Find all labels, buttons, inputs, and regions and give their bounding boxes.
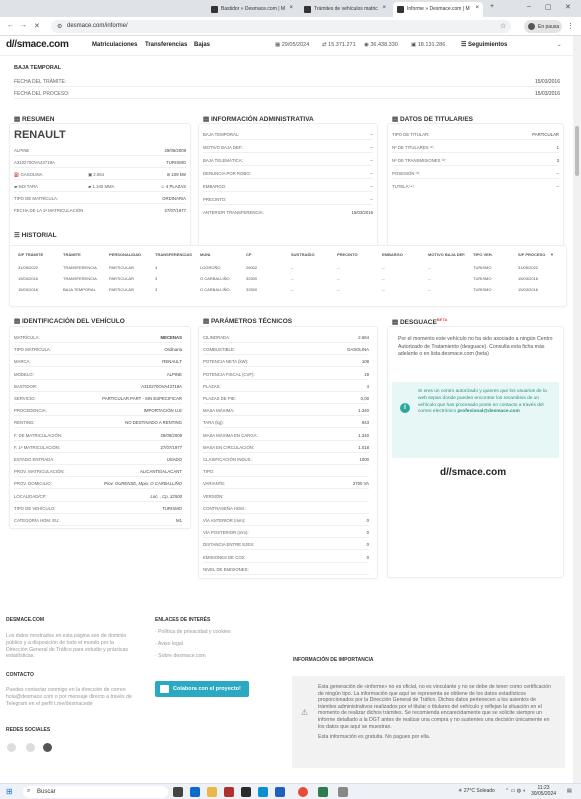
- row-value: 0: [366, 530, 369, 536]
- row-value: 0: [366, 542, 369, 548]
- footer-social-title: REDES SOCIALES: [6, 727, 51, 733]
- titular-row: Nº DE TITULARES ⁽¹⁾: 1: [392, 141, 559, 153]
- tecnicos-row: [203, 355, 369, 367]
- tecnicos-row: [203, 404, 369, 416]
- table-cell: 15/03/2016: [18, 276, 39, 281]
- table-cell: --: [291, 276, 294, 281]
- ident-row: [14, 490, 182, 502]
- info-icon: i: [400, 403, 410, 413]
- table-header[interactable]: MUNI.: [200, 252, 212, 257]
- warning-icon: ⚠: [301, 708, 309, 717]
- page-scrollbar[interactable]: [573, 36, 581, 783]
- stop-icon[interactable]: ✕: [34, 23, 40, 30]
- row-label: RENTING:: [14, 420, 35, 426]
- tecnicos-row: [203, 416, 369, 428]
- titular-row: Nº DE TRANSMISIONES ⁽²⁾: 3: [392, 154, 559, 166]
- tray-icons[interactable]: ⌃ ▭ ◍ ◖: [505, 788, 526, 794]
- maximize-icon[interactable]: ▢: [545, 4, 552, 11]
- row-label: PLAZAS:: [203, 383, 221, 389]
- row-label: VARIANTE:: [203, 481, 226, 487]
- row-label: TIPO:: [203, 469, 215, 475]
- row-label: TIPO MATRÍCULA:: [14, 347, 51, 353]
- weather-widget[interactable]: ☀ 27°C Soleado: [458, 788, 495, 794]
- ident-row: [14, 477, 182, 489]
- row-value: 1.018: [358, 444, 369, 450]
- table-cell: --: [337, 287, 340, 292]
- row-value: ALICANTE/ALACANT: [139, 469, 182, 475]
- titular-row: TIPO DE TITULAR: PARTICULAR: [392, 128, 559, 140]
- resumen-title: ▤ RESUMEN: [14, 116, 55, 123]
- site-info-icon[interactable]: ⚙: [57, 24, 63, 30]
- menu-matriculaciones[interactable]: Matriculaciones: [92, 42, 138, 48]
- browser-menu-icon[interactable]: ⋮: [567, 23, 574, 30]
- row-label: CILINDRADA:: [203, 335, 231, 340]
- tecnicos-row: [203, 526, 369, 538]
- file-explorer-icon[interactable]: [207, 787, 217, 797]
- app-icon[interactable]: [224, 787, 234, 797]
- row-label: LOCALIDAD/CP:: [14, 493, 47, 499]
- tecnicos-row: [203, 429, 369, 441]
- patreon-icon: [160, 685, 169, 693]
- table-header[interactable]: SUSTRAÍDO: [291, 252, 315, 257]
- footer-about-text: Los datos mostrados en esta página son de dominio público y a disposición de todo el mundo por la Dirección General de Tráfico para estudio y prácticas estadísticas.: [6, 633, 128, 660]
- row-value: 4: [366, 383, 369, 389]
- minimize-icon[interactable]: –: [527, 3, 531, 10]
- resumen-row: ⛽ GASOLINA ▣ 2.664 ⊘ 108 kW: [14, 168, 186, 180]
- site-logo[interactable]: d//smace.com: [6, 39, 69, 50]
- row-value: 19: [364, 371, 369, 377]
- site-favicon-icon: [397, 6, 404, 13]
- table-cell: 15/03/2016: [518, 276, 539, 281]
- app-icon[interactable]: [241, 787, 251, 797]
- telegram-icon[interactable]: [43, 743, 52, 752]
- admin-row: DENUNCIA POR ROBO: --: [203, 167, 373, 179]
- row-value: 2700 VA: [352, 481, 369, 487]
- footer-links-title: ENLACES DE INTERÉS: [155, 617, 211, 623]
- admin-row: BAJA TELEMÁTICA: --: [203, 154, 373, 166]
- site-header: [0, 36, 573, 56]
- row-value: RENAULT: [162, 359, 182, 365]
- table-cell: 26002: [246, 265, 258, 270]
- tecnicos-card: [199, 327, 377, 578]
- row-value: 0: [366, 554, 369, 560]
- table-cell: --: [291, 265, 294, 270]
- sort-desc-icon[interactable]: ▼: [550, 252, 554, 257]
- table-header[interactable]: TRANSFERENCIAS: [155, 252, 192, 257]
- notifications-icon[interactable]: ▤: [567, 788, 572, 794]
- table-cell: 31/05/2022: [518, 265, 539, 270]
- address-bar-row: [0, 17, 581, 36]
- ident-row: [14, 453, 182, 465]
- tecnicos-row: [203, 551, 369, 563]
- brand-name: RENAULT: [14, 129, 66, 141]
- stat-vehicles: ▣ 18.131.286: [411, 42, 446, 48]
- desguace-card: [388, 327, 563, 577]
- ident-row: [14, 392, 182, 404]
- ident-row: [14, 441, 182, 453]
- ident-row: [14, 404, 182, 416]
- row-label: POTENCIA NETA (kW):: [203, 359, 249, 365]
- table-header[interactable]: TRÁMITE: [63, 252, 81, 257]
- scrollbar-thumb[interactable]: [575, 126, 579, 176]
- row-label: VÍA POSTERIOR (mm):: [203, 530, 249, 536]
- row-value: Ordinaria: [164, 347, 182, 353]
- back-icon[interactable]: ←: [7, 22, 14, 29]
- table-cell: O CARBALLIÑO: [200, 276, 230, 281]
- twitter-icon[interactable]: [7, 743, 16, 752]
- link-about[interactable]: · Sobre desmace.com: [155, 653, 206, 659]
- historial-title: ☰ HISTORIAL: [14, 232, 57, 239]
- titular-row: POSESIÓN ⁽³⁾: --: [392, 167, 559, 179]
- row-value: USADO: [166, 457, 182, 462]
- row-value: A310270OVA43719A: [141, 383, 182, 389]
- row-label: MARCA:: [14, 359, 31, 365]
- link-legal[interactable]: · Aviso legal: [155, 641, 183, 647]
- edge-icon[interactable]: [190, 787, 200, 797]
- table-header[interactable]: MOTIVO BAJA DEF.: [428, 252, 466, 257]
- windows-taskbar: [0, 783, 581, 799]
- forward-icon[interactable]: →: [20, 22, 27, 29]
- row-label: TARA (kg):: [203, 420, 224, 426]
- row-label: SERVICIO:: [14, 396, 36, 401]
- baja-title: BAJA TEMPORAL: [14, 65, 62, 71]
- row-value: ALPINE: [166, 371, 182, 377]
- row-label: ESTADO ENTRADA:: [14, 457, 55, 462]
- table-cell: 32500: [246, 287, 258, 292]
- row-label: BASTIDOR:: [14, 383, 38, 389]
- ident-row: [14, 343, 182, 355]
- admin-card: [199, 124, 377, 254]
- important-box: ⚠ Esta generación de «informe» no es oficial, no es vinculante y no se debe de tener como certificación de ningún tipo. La información que aquí se representa se obtiene de los datos estadísticos proporcionados por la Dirección General de Tráfico. Dichos datos pertenecen a los asientos de trámites administrativos realizados por el titular o titulares del vehículo y reflejan la situación en el momento de realizar dichos trámites. Se recomienda encarecidamente que se solicite siempre un informe detallado a la DGT antes de realizar una compra y no sustentes una decisión únicamente en los datos que aquí se muestran. Esta información es gratuita. No pagues por ella.: [292, 676, 565, 768]
- row-label: TIPO DE VEHÍCULO:: [14, 505, 56, 511]
- table-header[interactable]: PRECINTO: [337, 252, 358, 257]
- windows-start-icon[interactable]: ⊞: [6, 787, 13, 796]
- table-cell: TURISMO: [473, 287, 492, 292]
- row-value: TURISMO: [162, 505, 182, 511]
- table-cell: --: [382, 287, 385, 292]
- tecnicos-row: [203, 343, 369, 355]
- row-value: 0,00: [360, 396, 369, 401]
- ident-row: [14, 368, 182, 380]
- table-cell: TURISMO: [473, 276, 492, 281]
- row-value: 1000: [359, 457, 369, 462]
- row-value: 108: [361, 359, 369, 365]
- stat-views: ◉ 36.438.330: [364, 42, 398, 48]
- row-value: GASOLINA: [347, 347, 369, 353]
- close-tab-icon[interactable]: ×: [475, 5, 479, 11]
- site-favicon-icon: [304, 6, 311, 13]
- table-cell: 32500: [246, 276, 258, 281]
- ident-card: [10, 327, 190, 528]
- row-value: 1.340: [358, 432, 369, 438]
- ident-row: [14, 514, 182, 526]
- new-tab-icon[interactable]: +: [490, 3, 495, 10]
- taskbar-search[interactable]: ⌕ Buscar: [23, 786, 168, 798]
- row-label: PROV. DOMICILIO:: [14, 481, 52, 487]
- desguace-note: Por el momento este vehículo no ha sido asociado a ningún Centro Autorizado de Tratamiento (desguace). Consulta esta ficha más adelante o en lista.desmace.com (beta): [398, 336, 553, 357]
- admin-row: EMBARGO: --: [203, 180, 373, 192]
- row-label: VÍA ANTERIOR (mm):: [203, 518, 246, 523]
- table-header[interactable]: S/F TRÁMITE: [18, 252, 44, 257]
- browser-tabbar: [0, 0, 581, 17]
- tecnicos-row: [203, 538, 369, 550]
- resumen-row: ▰ 943 TARA ▰ 1.340 MMA ☺ 4 PLAZAS: [14, 180, 186, 192]
- app-icon[interactable]: [338, 787, 348, 797]
- app-icon[interactable]: [275, 787, 285, 797]
- tab-tramites[interactable]: Trámites de vehículos matric ×: [300, 2, 390, 17]
- engine-icon: ▣ 2.664: [88, 172, 105, 177]
- site-favicon-icon: [211, 6, 218, 13]
- row-label: MODELO:: [14, 371, 34, 377]
- ident-row: [14, 355, 182, 367]
- row-value: IMPORTACIÓN U.E: [143, 408, 182, 414]
- row-value: 0: [366, 518, 369, 523]
- historial-table: [10, 246, 566, 306]
- row-label: F. DE MATRICULACIÓN:: [14, 432, 63, 438]
- row-value: 2.664: [358, 335, 369, 340]
- url-input[interactable]: desmace.com/informe/: [51, 20, 511, 33]
- instagram-icon[interactable]: [26, 743, 35, 752]
- ident-row: [14, 331, 182, 343]
- tab-bastidor[interactable]: Bastidor » Desmace.com | M ×: [207, 2, 297, 17]
- table-header[interactable]: TIPO VEH.: [473, 252, 493, 257]
- table-cell: PARTICULAR: [109, 276, 134, 281]
- row-label: DISTANCIA ENTRE EJES:: [203, 542, 255, 548]
- tecnicos-row: [203, 465, 369, 477]
- chevron-down-icon[interactable]: ⌄: [557, 42, 562, 48]
- table-cell: --: [428, 287, 431, 292]
- tecnicos-row: [203, 441, 369, 453]
- app-icon[interactable]: [258, 787, 268, 797]
- admin-row: BAJA TEMPORAL: --: [203, 128, 373, 140]
- tecnicos-row: [203, 514, 369, 526]
- row-value: 1.340: [358, 408, 369, 414]
- tecnicos-row: [203, 453, 369, 465]
- app-icon[interactable]: [318, 787, 328, 797]
- row-value: 27/07/1977: [160, 444, 182, 450]
- admin-row: PRECINTO: --: [203, 193, 373, 205]
- titular-row: TUTELA ⁽⁴⁾: --: [392, 184, 559, 189]
- row-value: 943: [361, 420, 369, 426]
- table-cell: PARTICULAR: [109, 287, 134, 292]
- footer: [0, 614, 573, 783]
- row-label: CONTRASEÑA HOM.:: [203, 505, 247, 511]
- tecnicos-row: [203, 477, 369, 489]
- footer-about-title: DESMACE.COM: [6, 617, 45, 623]
- table-cell: --: [337, 276, 340, 281]
- admin-row: ANTERIOR TRANSFERENCIA: 15/03/2016: [203, 210, 373, 215]
- footer-contact-title: CONTACTO: [6, 672, 34, 678]
- row-label: MASA EN CIRCULACIÓN:: [203, 444, 255, 450]
- row-label: CATEGORÍA HOM. EU:: [14, 518, 60, 523]
- titular-card: [388, 124, 563, 254]
- baja-row: FECHA DEL TRÁMITE: 15/03/2016: [14, 76, 560, 87]
- tecnicos-row: [203, 331, 369, 343]
- table-cell: TRANSFERENCIA: [63, 265, 97, 270]
- ident-row: [14, 416, 182, 428]
- titular-title: ▤ DATOS DE TITULAR/ES: [392, 116, 474, 123]
- resumen-row: FECHA DE LA 1ª MATRICULACIÓN 27/07/1977: [14, 208, 186, 213]
- chrome-icon[interactable]: [298, 787, 308, 797]
- admin-title: ▤ INFORMACIÓN ADMINISTRATIVA: [203, 116, 314, 123]
- menu-transferencias[interactable]: Transferencias: [145, 42, 188, 48]
- menu-bajas[interactable]: Bajas: [194, 42, 211, 48]
- ident-row: [14, 465, 182, 477]
- row-label: MASA MÁXIMA:: [203, 408, 235, 414]
- follow-button[interactable]: ☰ Seguimientos: [461, 42, 508, 48]
- table-header[interactable]: S/F PROCESO: [518, 252, 546, 257]
- collaborate-button[interactable]: Colabora con el proyecto!: [155, 681, 249, 697]
- bookmark-star-icon[interactable]: ☆: [500, 23, 507, 30]
- close-tab-icon[interactable]: ×: [289, 5, 293, 11]
- table-cell: 4: [155, 265, 158, 270]
- row-value: M1: [176, 518, 182, 523]
- stat-transfers: ⇄ 15.371.271: [322, 42, 356, 48]
- row-value: 29/09/2009: [160, 432, 182, 438]
- footer-important-title: INFORMACIÓN DE IMPORTANCIA: [293, 657, 374, 663]
- resumen-row: ALPINE 29/09/2009: [14, 144, 186, 156]
- row-value: MECENAS: [160, 335, 182, 340]
- table-cell: TURISMO: [473, 265, 492, 270]
- row-label: MASA MÁXIMA EN CARGA:: [203, 432, 258, 438]
- table-cell: --: [382, 276, 385, 281]
- table-cell: 15/03/2016: [18, 287, 39, 292]
- table-cell: 15/03/2016: [518, 287, 539, 292]
- row-label: POTENCIA FISCAL (CVF):: [203, 371, 255, 377]
- row-label: VERSIÓN:: [203, 493, 224, 499]
- row-label: PROV. MATRICULACIÓN:: [14, 469, 65, 475]
- row-label: EMISIONES DE CO2:: [203, 554, 246, 560]
- row-label: PLAZAS DE PIE:: [203, 396, 236, 401]
- table-cell: --: [382, 265, 385, 270]
- table-cell: --: [291, 287, 294, 292]
- tecnicos-row: [203, 392, 369, 404]
- baja-row: FECHA DEL PROCESO: 15/03/2016: [14, 88, 560, 99]
- profile-button[interactable]: En pausa: [524, 20, 562, 33]
- desmace-logo[interactable]: d//smace.com: [440, 467, 507, 478]
- table-cell: --: [428, 276, 431, 281]
- clock[interactable]: 11:23 30/05/2024: [531, 785, 557, 797]
- resumen-row: TIPO DE MATRÍCULA: ORDINARIA: [14, 192, 186, 204]
- row-value: Prov. OURENSE, Mpio. O CARBALLIÑO: [103, 481, 182, 487]
- close-tab-icon[interactable]: ×: [382, 5, 386, 11]
- avatar: [528, 23, 535, 30]
- tab-informe[interactable]: Informe » Desmace.com | M ×: [393, 2, 483, 17]
- table-cell: 31/05/2022: [18, 265, 39, 270]
- stat-date: ▦ 29/05/2024: [275, 42, 310, 48]
- row-value: PARTICULAR PART - SIN ESPECIFICAR: [102, 396, 182, 401]
- footer-contact-text: Puedes contactar conmigo en la dirección de correo hola@desmace.com o por mensaje directo a través de Telegram en el perfil t.me/desmacede: [6, 687, 132, 707]
- admin-row: MOTIVO BAJA DEF.: --: [203, 141, 373, 153]
- row-label: NIVEL DE EMISIONES:: [203, 566, 249, 572]
- table-cell: 3: [155, 287, 158, 292]
- row-label: F. 1ª MATRICULACIÓN:: [14, 444, 61, 450]
- row-label: PROCEDENCIA:: [14, 408, 47, 414]
- tecnicos-row: [203, 563, 369, 575]
- table-cell: O CARBALLIÑO: [200, 287, 230, 292]
- close-window-icon[interactable]: ✕: [565, 4, 571, 11]
- ident-row: [14, 429, 182, 441]
- tecnicos-row: [203, 490, 369, 502]
- row-value: NO DESTINADO A RENTING: [125, 420, 182, 426]
- row-value: Loc. , Cp. 32500: [150, 493, 182, 499]
- table-cell: TRANSFERENCIA: [63, 276, 97, 281]
- email-link[interactable]: profesional@desmace.com: [457, 409, 520, 415]
- row-label: MATRÍCULA:: [14, 335, 40, 340]
- table-cell: --: [337, 265, 340, 270]
- page-content: [0, 36, 573, 783]
- table-cell: BAJA TEMPORAL: [63, 287, 96, 292]
- resumen-row: A310270OVA43719A TURISMO: [14, 156, 186, 168]
- row-label: COMBUSTIBLE:: [203, 347, 235, 353]
- ident-row: [14, 502, 182, 514]
- table-cell: PARTICULAR: [109, 265, 134, 270]
- task-view-icon[interactable]: [173, 787, 183, 797]
- desguace-info-box: i Si eres un centro autorizado y quieres que los usuarios de la web sepan donde pueden encontrar los recambios de un vehículo que has procesado ponte en contacto a través del correo electrónico profesional@desmace.com: [392, 382, 559, 458]
- table-cell: 3: [155, 276, 158, 281]
- row-label: CLASIFICACIÓN INDUS.:: [203, 457, 253, 462]
- desguace-title: ▤ $DESGUACE^{BETA}$: [392, 317, 448, 327]
- table-header[interactable]: CP: [246, 252, 252, 257]
- tecnicos-row: [203, 380, 369, 392]
- search-icon: ⌕: [27, 788, 31, 794]
- table-header[interactable]: PERSONALIDAD: [109, 252, 142, 257]
- link-privacy[interactable]: · Política de privacidad y cookies: [155, 629, 231, 635]
- table-header[interactable]: EMBARGO: [382, 252, 403, 257]
- table-cell: LOGROÑO: [200, 265, 221, 270]
- tecnicos-title: ▤ PARÁMETROS TÉCNICOS: [203, 318, 293, 325]
- table-cell: --: [428, 265, 431, 270]
- ident-row: [14, 380, 182, 392]
- ident-title: ▤ IDENTIFICACIÓN DEL VEHÍCULO: [14, 318, 125, 325]
- tecnicos-row: [203, 502, 369, 514]
- tecnicos-row: [203, 368, 369, 380]
